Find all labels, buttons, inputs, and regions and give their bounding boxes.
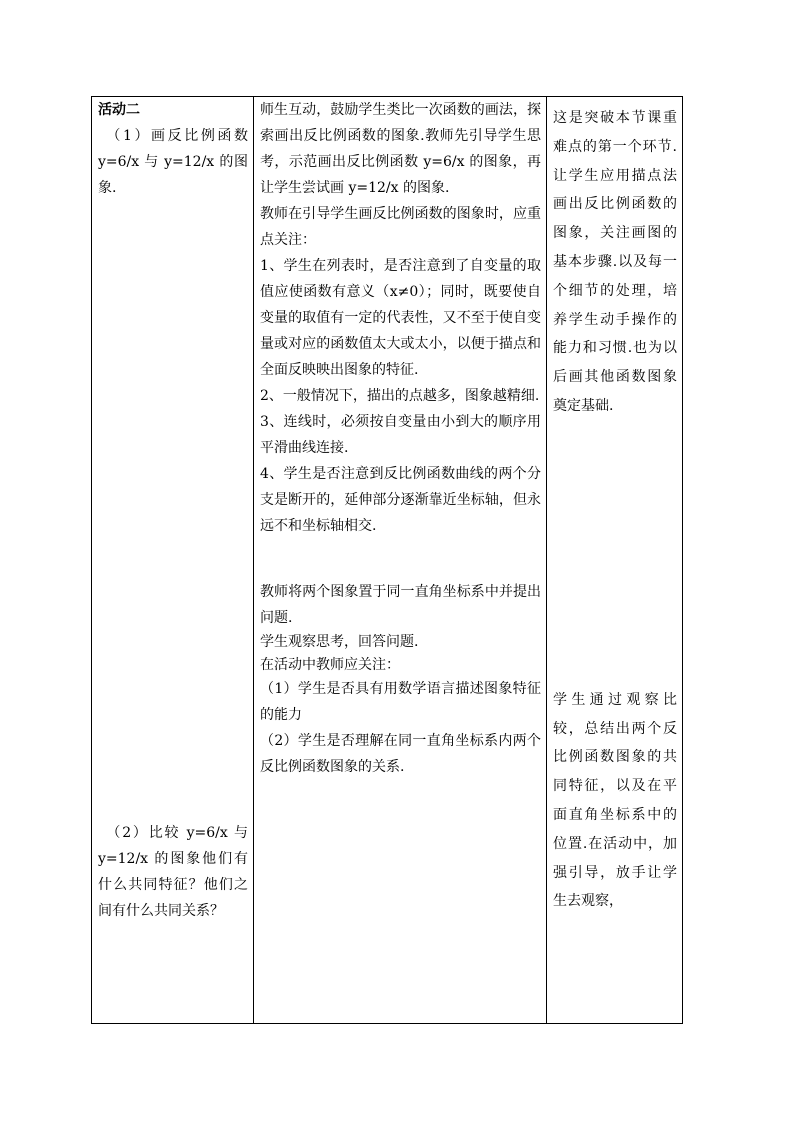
teacher-paragraph: 学生观察思考，回答问题. [260, 634, 419, 650]
design-intent-column [547, 97, 683, 1024]
teacher-paragraph: （1）学生是否具有用数学语言描述图象特征的能力 [260, 681, 541, 723]
teacher-paragraph: 教师将两个图象置于同一直角坐标系中并提出问题. [260, 584, 541, 626]
spacer [553, 421, 677, 686]
teacher-paragraph: （2）学生是否理解在同一直角坐标系内两个反比例函数图象的关系. [260, 733, 541, 775]
table-row [92, 97, 683, 1024]
spacer [553, 97, 677, 104]
spacer [260, 539, 541, 579]
teacher-paragraph: 教师在引导学生画反比例函数的图象时，应重点关注： [260, 206, 541, 248]
teacher-paragraph: 1、学生在列表时，是否注意到了自变量的取值应使函数有意义（x≠0）；同时，既要使自变量的取值有一定的代表性，又不至于使自变量或对应的函数值太大或太小，以便于描点和全面反映映出图象的特征. [260, 258, 541, 378]
lesson-plan-table [91, 96, 683, 1024]
teacher-paragraph: 4、学生是否注意到反比例函数曲线的两个分支是断开的，延伸部分逐渐靠近坐标轴，但永远不和坐标轴相交. [260, 466, 541, 534]
intent-paragraph: 学生通过观察比较，总结出两个反比例函数图象的共同特征，以及在平面直角坐标系中的位置.在活动中，加强引导，放手让学生去观察， [553, 691, 677, 910]
intent-paragraph: 这是突破本节课重难点的第一个环节.让学生应用描点法画出反比例函数的图象，关注画图的基本步骤.以及每一个细节的处理，培养学生动手操作的能力和习惯.也为以后画其他函数图象奠定基础. [553, 110, 677, 414]
activity-column [92, 97, 254, 1024]
task-1: （1）画反比例函数 y=6/x 与 y=12/x 的图象. [98, 128, 248, 196]
teacher-paragraph: 3、连线时，必须按自变量由小到大的顺序用平滑曲线连接. [260, 414, 541, 456]
teacher-paragraph: 师生互动，鼓励学生类比一次函数的画法，探索画出反比例函数的图象.教师先引导学生思考，示范画出反比例函数 y=6/x 的图象，再让学生尝试画 y=12/x 的图象. [260, 102, 541, 196]
task-2: （2）比较 y=6/x 与 y=12/x 的图象他们有什么共同特征？他们之间有什么共同关系？ [98, 825, 248, 919]
teacher-paragraph: 2、一般情况下，描出的点越多，图象越精细. [260, 388, 540, 404]
teacher-student-column [254, 97, 547, 1024]
teacher-paragraph: 在活动中教师应关注： [260, 656, 400, 673]
spacer [98, 201, 248, 820]
activity-title: 活动二 [98, 102, 140, 118]
